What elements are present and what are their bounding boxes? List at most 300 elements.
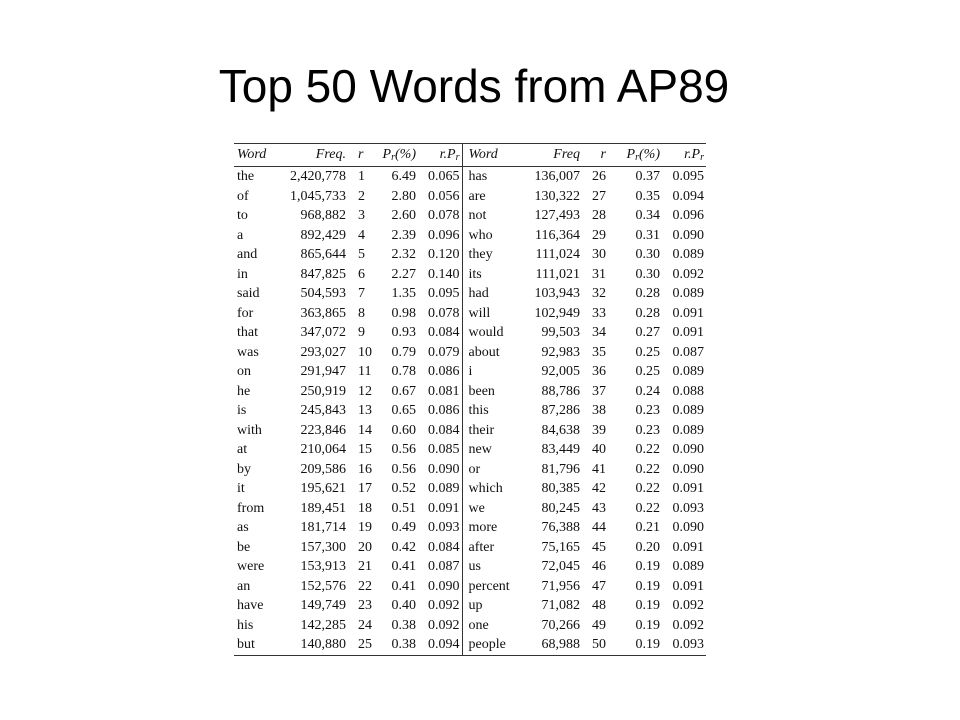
cell-pr-left: 0.52 (391, 481, 416, 496)
cell-rank-right: 33 (592, 305, 606, 321)
table-row (234, 538, 706, 558)
cell-pr-right: 0.22 (635, 481, 660, 496)
cell-word-right: has (468, 169, 488, 184)
cell-word-right: which (468, 481, 503, 496)
cell-pr-right: 0.19 (635, 559, 660, 574)
cell-freq-right: 84,638 (541, 422, 580, 438)
cell-word-right: had (468, 286, 489, 301)
cell-freq-right: 136,007 (534, 169, 580, 184)
cell-freq-right: 80,245 (541, 500, 580, 516)
cell-freq-right: 92,005 (541, 364, 580, 379)
cell-word-right: i (468, 364, 473, 379)
cell-freq-left: 2,420,778 (290, 169, 346, 184)
cell-rpr-left: 0.092 (416, 596, 462, 616)
cell-pr-right: 0.25 (635, 344, 660, 360)
cell-freq-right: 75,165 (541, 539, 580, 555)
table-row (234, 440, 706, 460)
cell-word-left: for (237, 305, 254, 321)
cell-rank-left: 4 (358, 227, 365, 243)
cell-rpr-right: 0.094 (672, 188, 704, 204)
table-row (234, 323, 706, 343)
cell-pr-left: 2.60 (391, 208, 416, 223)
cell-pr-left: 0.93 (391, 325, 416, 340)
cell-pr-right: 0.34 (635, 208, 660, 223)
cell-freq-right: 83,449 (541, 442, 580, 457)
cell-word-left: said (237, 286, 260, 301)
cell-rank-right: 34 (592, 325, 606, 340)
cell-word-left: is (237, 403, 247, 418)
cell-freq-left: 149,749 (300, 598, 346, 613)
table-row (234, 382, 706, 402)
cell-pr-left: 0.56 (391, 461, 416, 477)
cell-pr-left: 0.78 (391, 364, 416, 379)
cell-word-left: he (237, 383, 251, 399)
cell-word-left: have (237, 598, 264, 613)
cell-pr-right: 0.19 (635, 578, 660, 594)
cell-word-right: or (468, 461, 481, 477)
header-pr-left-tail: (%) (395, 147, 416, 162)
cell-pr-right: 0.24 (635, 383, 660, 399)
cell-rpr-left: 0.079 (416, 343, 462, 363)
cell-rank-right: 29 (592, 227, 606, 243)
cell-freq-right: 80,385 (541, 481, 580, 496)
cell-freq-right: 71,956 (541, 578, 580, 594)
table-row (234, 635, 706, 655)
table-row (234, 557, 706, 577)
cell-pr-left: 0.49 (391, 520, 416, 535)
cell-rpr-left: 0.084 (416, 421, 462, 441)
cell-freq-left: 157,300 (300, 539, 346, 555)
cell-pr-left: 0.40 (391, 598, 416, 613)
table-row (234, 187, 706, 207)
cell-rpr-left: 0.091 (416, 499, 462, 519)
cell-rpr-left: 0.120 (416, 245, 462, 265)
cell-rpr-right: 0.090 (672, 520, 704, 535)
header-freq-left: Freq. (284, 144, 346, 167)
cell-pr-right: 0.23 (635, 403, 660, 418)
header-rpr-right-main: r.P (684, 147, 701, 162)
cell-rank-left: 1 (358, 169, 365, 184)
cell-pr-right: 0.20 (635, 539, 660, 555)
cell-rpr-left: 0.089 (416, 479, 462, 499)
table-body (234, 167, 706, 656)
header-word-right: Word (462, 144, 520, 167)
cell-rpr-right: 0.087 (672, 344, 704, 360)
cell-freq-left: 140,880 (284, 635, 346, 655)
cell-rank-right: 30 (592, 247, 606, 262)
cell-rpr-left: 0.086 (416, 362, 462, 382)
table-row (234, 421, 706, 441)
table-row (234, 616, 706, 636)
table-row (234, 265, 706, 285)
table-row (234, 401, 706, 421)
cell-word-right: would (468, 325, 504, 340)
cell-word-right: one (468, 617, 489, 633)
cell-word-left: as (237, 520, 249, 535)
cell-rpr-right: 0.091 (672, 305, 704, 321)
cell-rpr-left: 0.094 (416, 635, 462, 655)
cell-word-right: about (468, 344, 500, 360)
cell-word-right: we (468, 500, 485, 516)
cell-freq-right: 102,949 (534, 305, 580, 321)
cell-rank-left: 16 (358, 461, 372, 477)
cell-freq-left: 195,621 (300, 481, 346, 496)
cell-rank-left: 25 (346, 635, 374, 655)
cell-word-left: it (237, 481, 245, 496)
cell-pr-right: 0.19 (635, 617, 660, 633)
cell-word-right: after (468, 539, 495, 555)
cell-rank-right: 42 (592, 481, 606, 496)
cell-pr-right: 0.19 (614, 635, 660, 655)
cell-rank-left: 7 (358, 286, 365, 301)
cell-rank-right: 50 (580, 635, 614, 655)
header-pr-left (374, 144, 416, 167)
cell-rpr-right: 0.089 (672, 364, 704, 379)
cell-rpr-left: 0.087 (416, 557, 462, 577)
cell-word-right: are (468, 188, 486, 204)
cell-rpr-right: 0.093 (672, 500, 704, 516)
cell-pr-left: 2.80 (391, 188, 416, 204)
cell-freq-right: 127,493 (534, 208, 580, 223)
cell-rank-right: 45 (592, 539, 606, 555)
cell-pr-right: 0.27 (635, 325, 660, 340)
header-freq-right: Freq (520, 144, 580, 167)
cell-rank-left: 9 (358, 325, 365, 340)
cell-pr-left: 2.32 (391, 247, 416, 262)
cell-freq-right: 103,943 (534, 286, 580, 301)
cell-word-left: his (237, 617, 254, 633)
cell-word-right: who (468, 227, 493, 243)
cell-rank-left: 14 (358, 422, 372, 438)
cell-word-left: be (237, 539, 251, 555)
cell-rank-right: 26 (592, 169, 606, 184)
cell-pr-left: 6.49 (391, 169, 416, 184)
header-rpr-right (660, 144, 706, 167)
cell-word-left: with (237, 422, 262, 438)
cell-freq-left: 892,429 (300, 227, 346, 243)
cell-rpr-left: 0.093 (416, 518, 462, 538)
cell-word-left: a (237, 227, 244, 243)
cell-rpr-right: 0.093 (660, 635, 706, 655)
cell-rpr-right: 0.091 (672, 481, 704, 496)
cell-word-right: will (468, 305, 491, 321)
table-row (234, 206, 706, 226)
cell-word-left: an (237, 578, 251, 594)
cell-pr-left: 0.67 (391, 383, 416, 399)
cell-word-right: not (468, 208, 487, 223)
cell-rank-right: 32 (592, 286, 606, 301)
cell-rank-right: 43 (592, 500, 606, 516)
cell-rank-right: 35 (592, 344, 606, 360)
cell-rank-left: 11 (358, 364, 372, 379)
cell-pr-left: 0.38 (374, 635, 416, 655)
cell-rank-right: 37 (592, 383, 606, 399)
cell-rank-left: 5 (358, 247, 365, 262)
cell-freq-right: 68,988 (520, 635, 580, 655)
cell-word-right: they (468, 247, 493, 262)
cell-rpr-right: 0.091 (672, 539, 704, 555)
cell-freq-left: 250,919 (300, 383, 346, 399)
cell-pr-left: 0.41 (391, 559, 416, 574)
cell-word-left: were (237, 559, 265, 574)
cell-freq-right: 88,786 (541, 383, 580, 399)
cell-word-right: their (468, 422, 495, 438)
table-row (234, 596, 706, 616)
cell-rpr-right: 0.095 (672, 169, 704, 184)
cell-rpr-left: 0.096 (416, 226, 462, 246)
cell-freq-right: 111,024 (535, 247, 580, 262)
cell-word-left: the (237, 169, 255, 184)
cell-freq-left: 504,593 (300, 286, 346, 301)
cell-word-left: in (237, 266, 248, 282)
cell-rank-left: 12 (358, 383, 372, 399)
cell-freq-left: 210,064 (300, 442, 346, 457)
cell-freq-left: 291,947 (300, 364, 346, 379)
cell-freq-left: 865,644 (300, 247, 346, 262)
cell-freq-left: 847,825 (300, 266, 346, 282)
cell-rank-right: 44 (592, 520, 606, 535)
cell-rank-left: 24 (358, 617, 372, 633)
cell-word-right: new (468, 442, 492, 457)
header-pr-right-tail: (%) (639, 147, 660, 162)
cell-pr-right: 0.22 (635, 442, 660, 457)
cell-rpr-left: 0.086 (416, 401, 462, 421)
cell-rank-left: 21 (358, 559, 372, 574)
table-row (234, 343, 706, 363)
cell-rpr-left: 0.065 (416, 167, 462, 187)
table-row (234, 362, 706, 382)
header-rank-left: r (346, 144, 374, 167)
cell-pr-right: 0.30 (635, 247, 660, 262)
header-pr-left-main: P (382, 147, 392, 162)
cell-pr-left: 0.42 (391, 539, 416, 555)
cell-word-left: from (237, 500, 265, 516)
cell-freq-right: 92,983 (541, 344, 580, 360)
cell-freq-left: 363,865 (300, 305, 346, 321)
table-row (234, 167, 706, 187)
cell-freq-right: 81,796 (541, 461, 580, 477)
cell-rank-right: 46 (592, 559, 606, 574)
cell-pr-left: 0.65 (391, 403, 416, 418)
cell-rpr-left: 0.056 (416, 187, 462, 207)
cell-freq-left: 347,072 (300, 325, 346, 340)
cell-freq-left: 209,586 (300, 461, 346, 477)
table-row (234, 479, 706, 499)
cell-rank-right: 41 (592, 461, 606, 477)
cell-pr-right: 0.28 (635, 286, 660, 301)
cell-pr-left: 2.27 (391, 266, 416, 282)
cell-rpr-left: 0.095 (416, 284, 462, 304)
header-pr-right-sub: r (635, 152, 639, 163)
cell-pr-left: 0.60 (391, 422, 416, 438)
cell-word-left: of (237, 188, 249, 204)
cell-rpr-right: 0.090 (672, 461, 704, 477)
cell-rpr-left: 0.078 (416, 304, 462, 324)
cell-word-right: been (468, 383, 495, 399)
header-word-left: Word (234, 144, 284, 167)
cell-rank-left: 8 (358, 305, 365, 321)
cell-rank-left: 15 (358, 442, 372, 457)
table-row (234, 460, 706, 480)
cell-rpr-right: 0.092 (672, 617, 704, 633)
cell-freq-right: 76,388 (541, 520, 580, 535)
cell-rank-right: 28 (592, 208, 606, 223)
cell-rpr-right: 0.089 (672, 403, 704, 418)
cell-rpr-right: 0.089 (672, 559, 704, 574)
cell-pr-right: 0.35 (635, 188, 660, 204)
cell-rank-left: 18 (358, 500, 372, 516)
cell-pr-right: 0.22 (635, 461, 660, 477)
cell-rank-right: 49 (592, 617, 606, 633)
cell-rpr-right: 0.090 (672, 442, 704, 457)
cell-freq-left: 142,285 (300, 617, 346, 633)
cell-rank-left: 20 (358, 539, 372, 555)
cell-rank-right: 47 (592, 578, 606, 594)
cell-pr-left: 2.39 (391, 227, 416, 243)
table-header-row (234, 144, 706, 167)
cell-rank-left: 2 (358, 188, 365, 204)
cell-rpr-right: 0.089 (672, 247, 704, 262)
cell-rpr-right: 0.096 (672, 208, 704, 223)
cell-pr-left: 0.98 (391, 305, 416, 321)
cell-rpr-right: 0.092 (672, 598, 704, 613)
cell-rank-right: 27 (592, 188, 606, 204)
cell-freq-left: 293,027 (300, 344, 346, 360)
cell-rpr-left: 0.084 (416, 538, 462, 558)
cell-pr-right: 0.25 (635, 364, 660, 379)
cell-word-left: was (237, 344, 259, 360)
cell-word-right: us (468, 559, 481, 574)
cell-rpr-left: 0.085 (416, 440, 462, 460)
cell-pr-right: 0.31 (635, 227, 660, 243)
cell-freq-right: 72,045 (541, 559, 580, 574)
table-row (234, 577, 706, 597)
cell-freq-right: 87,286 (541, 403, 580, 418)
cell-rpr-right: 0.091 (672, 325, 704, 340)
header-rpr-left-sub: r (455, 152, 460, 163)
header-rpr-left (416, 144, 462, 167)
cell-rpr-right: 0.089 (672, 422, 704, 438)
cell-pr-right: 0.23 (635, 422, 660, 438)
table-row (234, 284, 706, 304)
cell-rank-left: 6 (358, 266, 365, 282)
cell-rpr-right: 0.088 (672, 383, 704, 399)
header-rpr-right-sub: r (700, 152, 704, 163)
cell-pr-left: 0.56 (391, 442, 416, 457)
cell-rank-right: 36 (592, 364, 606, 379)
cell-pr-left: 0.38 (391, 617, 416, 633)
cell-word-left: and (237, 247, 258, 262)
cell-pr-left: 0.79 (391, 344, 416, 360)
cell-freq-left: 153,913 (300, 559, 346, 574)
cell-freq-right: 71,082 (541, 598, 580, 613)
cell-rpr-left: 0.081 (416, 382, 462, 402)
cell-rank-right: 48 (592, 598, 606, 613)
header-rpr-left-main: r.P (439, 147, 456, 162)
cell-rank-left: 13 (358, 403, 372, 418)
cell-rpr-left: 0.090 (416, 577, 462, 597)
cell-freq-left: 189,451 (300, 500, 346, 516)
cell-rank-right: 40 (592, 442, 606, 457)
word-frequency-table-container (234, 143, 706, 656)
word-frequency-table (234, 143, 706, 656)
cell-rpr-left: 0.140 (416, 265, 462, 285)
cell-freq-left: 245,843 (300, 403, 346, 418)
cell-rank-left: 23 (358, 598, 372, 613)
header-pr-right (614, 144, 660, 167)
cell-word-right: up (468, 598, 483, 613)
cell-freq-left: 152,576 (300, 578, 346, 594)
cell-freq-right: 130,322 (534, 188, 580, 204)
cell-rpr-left: 0.090 (416, 460, 462, 480)
table-row (234, 518, 706, 538)
cell-pr-right: 0.21 (635, 520, 660, 535)
cell-word-left: to (237, 208, 248, 223)
cell-pr-left: 1.35 (391, 286, 416, 301)
cell-pr-right: 0.19 (635, 598, 660, 613)
cell-freq-right: 99,503 (541, 325, 580, 340)
cell-pr-left: 0.41 (391, 578, 416, 594)
cell-freq-right: 111,021 (535, 266, 580, 282)
cell-word-left: on (237, 364, 251, 379)
cell-pr-right: 0.30 (635, 266, 660, 282)
cell-freq-right: 70,266 (541, 617, 580, 633)
cell-pr-right: 0.37 (635, 169, 660, 184)
cell-word-right: percent (468, 578, 510, 594)
slide-title: Top 50 Words from AP89 (218, 60, 730, 112)
header-pr-left-sub: r (391, 152, 395, 163)
cell-pr-left: 0.51 (391, 500, 416, 516)
cell-word-left: that (237, 325, 258, 340)
table-row (234, 245, 706, 265)
cell-rpr-right: 0.089 (672, 286, 704, 301)
table-row (234, 499, 706, 519)
cell-pr-right: 0.22 (635, 500, 660, 516)
cell-rpr-left: 0.084 (416, 323, 462, 343)
cell-rpr-left: 0.078 (416, 206, 462, 226)
cell-rank-left: 17 (358, 481, 372, 496)
cell-freq-left: 181,714 (300, 520, 346, 535)
cell-word-left: by (237, 461, 251, 477)
cell-rpr-right: 0.092 (672, 266, 704, 282)
table-row (234, 304, 706, 324)
cell-rank-left: 10 (358, 344, 372, 360)
cell-word-left: at (237, 442, 248, 457)
cell-rank-left: 22 (358, 578, 372, 594)
header-pr-right-main: P (626, 147, 636, 162)
cell-pr-right: 0.28 (635, 305, 660, 321)
table-row (234, 226, 706, 246)
cell-word-right: its (468, 266, 482, 282)
cell-rpr-left: 0.092 (416, 616, 462, 636)
cell-freq-right: 116,364 (535, 227, 580, 243)
cell-freq-left: 968,882 (300, 208, 346, 223)
cell-rpr-right: 0.091 (672, 578, 704, 594)
cell-rank-left: 19 (358, 520, 372, 535)
cell-word-left: but (234, 635, 284, 655)
cell-word-right: this (468, 403, 489, 418)
cell-rank-left: 3 (358, 208, 365, 223)
cell-rank-right: 31 (592, 266, 606, 282)
cell-word-right: more (468, 520, 498, 535)
cell-rank-right: 38 (592, 403, 606, 418)
cell-word-right: people (462, 635, 520, 655)
cell-freq-left: 223,846 (300, 422, 346, 438)
cell-rpr-right: 0.090 (672, 227, 704, 243)
cell-rank-right: 39 (592, 422, 606, 438)
header-rank-right: r (580, 144, 614, 167)
cell-freq-left: 1,045,733 (290, 188, 346, 204)
